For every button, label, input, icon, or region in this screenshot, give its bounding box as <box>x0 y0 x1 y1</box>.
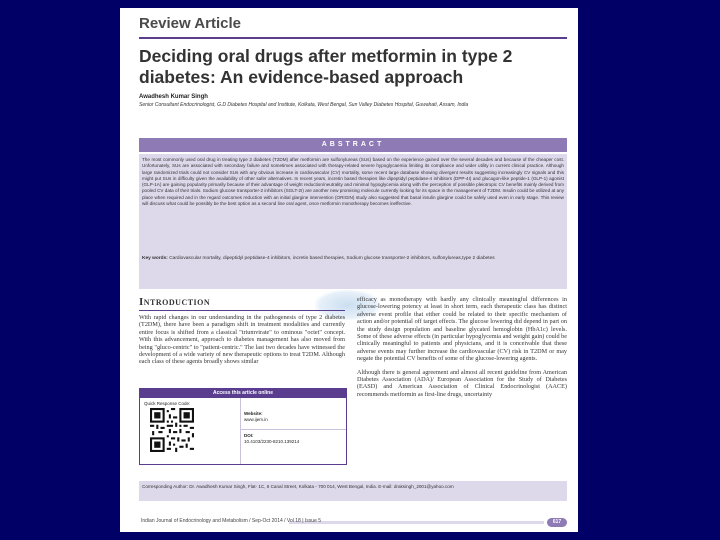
website-label: Website: <box>244 411 263 416</box>
keywords-text: Cardiovascular mortality, dipeptidyl peptidase-4 inhibitors, incretin based therapies, Sodium glucose transporter-2 inhibitors, sulfonylureas,type 2 diabetes <box>169 256 495 261</box>
introduction-heading: Introduction <box>139 296 211 308</box>
intro-right-paragraph-1: efficacy as monotherapy with hardly any clinically meaningful differences in glucose-lowering potency at least in short term, each therapeutic class has distinct adverse event profile that either could be related to their specific mechanism of action and/or potential off target effects. The glucose lowering did depend in part on the study design population and baseline glycated hemoglobin (HbA1c) levels. Some of these adverse effects (in particular hypoglycemia and weight gain) could be clinically meaningful to patients and physicians, and it is conceivable that these adverse events may further increase the cardiovascular (CV) risk in T2DM or may negate the potential CV benefits of some of the glucose-lowering agents. <box>357 296 567 363</box>
footer-bar <box>289 521 544 524</box>
article-category: Review Article <box>139 15 241 32</box>
abstract-box <box>139 154 567 289</box>
keywords-label: Key words: <box>142 256 168 261</box>
author-name: Awadhesh Kumar Singh <box>139 94 208 100</box>
correspondence-text: Corresponding Author: Dr. Awadhesh Kumar Singh, Flat- 1C, 6 Canal Street, Kolkata - 700 014, West Bengal, India. E-mail: draksingh_2001@yahoo.com <box>142 484 454 489</box>
category-rule <box>139 37 567 39</box>
intro-left-column: With rapid changes in our understanding in the pathogenesis of type 2 diabetes (T2DM), there have been a paradigm shift in treatment modalities and currently entire focus is shifted from a classical "triumvirate" to ominous "octet" concept. With this advancement, approach to diabetes management has also moved from being "gluco-centric" to "patient-centric." The last two decades have witnessed the development of a wide variety of new therapeutic options to treat T2DM. Although each class of these agents broadly shows similar <box>139 314 345 366</box>
article-title: Deciding oral drugs after metformin in type 2 diabetes: An evidence-based approach <box>139 46 513 87</box>
page-footer <box>139 518 567 527</box>
access-heading: Access this article online <box>140 389 346 398</box>
intro-right-column <box>357 296 567 404</box>
page-number: 617 <box>547 518 567 527</box>
qr-code-icon[interactable] <box>150 408 194 452</box>
doi-value[interactable]: 10.4103/2230-8210.139214 <box>244 439 300 444</box>
abstract-heading: ABSTRACT <box>139 138 567 152</box>
website-link[interactable]: www.ijem.in <box>244 417 268 422</box>
access-online-box <box>139 388 347 465</box>
author-affiliation: Senior Consultant Endocrinologist, G.D Diabetes Hospital and Institute, Kolkata, West Bengal, Sun Valley Diabetes Hospital, Guwahati, Assam, India <box>139 102 469 108</box>
qr-code-label: Quick Response Code: <box>144 401 191 406</box>
abstract-text: The most commonly used oral drug in treating type 2 diabetes (T2DM) after metformin are sulfonylureas (SUs) based on the experience gained over the several decades and because of the cheaper cost. Unfortunately, SUs are associated with secondary failure and sometimes associated with therapy-related severe hypoglycaemia limiting its compliance and wider utility in current clinical practice. Although large randomized trials could not consider SUs with any obvious increase in cardiovascular (CV) mortality, some recent large database showing divergent results suggesting increasingly CV signals and this might put SUs in difficulty given the availability of other safer alternatives. In recent years, incretin based therapies like dipeptidyl peptidase-4 inhibitors (DPP-4I) and glucagon-like peptide-1 (GLP-1) agonist (GLP-1A) are gaining popularity primarily because of their advantage of weight reduction/neutrality and minimal hypoglycemia along with the perception of possible pleiotropic CV benefits mainly derived from pooled CV data of their trials. Sodium glucose transporter-2 inhibitors (SGLT-2I) are another new promising molecule currently looking for its space in the management of T2DM. Insulin could be utilized at any place when required and in the regard outcomes reduction with an initial glargine intervention (ORIGIN) study also suggested that basal insulin glargine could be safely used even in early stage. This review will discuss what could be possibly be the best option as a second line oral agent, once metformin monotherapy becomes ineffective. <box>142 157 564 207</box>
access-divider-horizontal <box>240 429 346 430</box>
access-divider-vertical <box>240 398 241 464</box>
journal-citation: Indian Journal of Endocrinology and Metabolism / Sep-Oct 2014 / Vol 18 | Issue 5 <box>141 518 322 524</box>
keywords <box>142 256 564 262</box>
doi-label: DOI: <box>244 433 254 438</box>
introduction-rule <box>139 310 345 311</box>
correspondence-box <box>139 481 567 501</box>
article-page <box>120 8 578 532</box>
intro-right-paragraph-2: Although there is general agreement and almost all recent guideline from American Diabetes Association (ADA)/ European Association for the Study of Diabetes (EASD) and American Association of Clinical Endocrinologist (AACE) recommends metformin as first-line drugs, uncertainty <box>357 368 567 398</box>
